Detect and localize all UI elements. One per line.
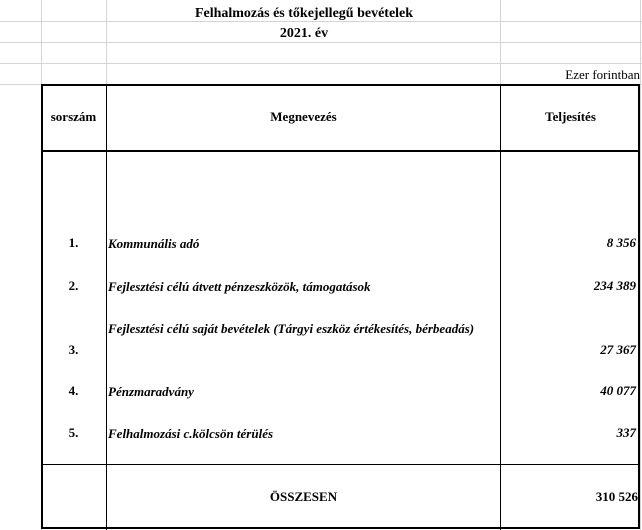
row-number: 5. (68, 425, 79, 440)
row-name: Pénzmaradvány (108, 384, 194, 399)
row-value: 40 077 (600, 383, 636, 398)
row-value: 27 367 (600, 342, 636, 357)
page-title: Felhalmozás és tőkejellegű bevételek (194, 6, 414, 21)
row-value: 8 356 (606, 235, 636, 250)
header-teljesites: Teljesítés (545, 109, 596, 124)
row-number: 3. (68, 342, 79, 357)
row-number: 4. (68, 383, 79, 398)
page-subtitle-year: 2021. év (279, 26, 329, 41)
row-number: 2. (68, 278, 79, 293)
row-value: 234 389 (593, 278, 636, 293)
header-megnevezes: Megnevezés (270, 109, 337, 124)
header-sorszam: sorszám (50, 109, 97, 124)
row-name: Felhalmozási c.kölcsön térülés (108, 426, 274, 441)
row-name: Fejlesztési célú átvett pénzeszközök, támogatások (108, 279, 371, 294)
total-divider (41, 464, 640, 465)
row-value: 337 (616, 425, 636, 440)
header-divider (41, 150, 640, 152)
row-name: Fejlesztési célú saját bevételek (Tárgyi eszköz értékesítés, bérbeadás) (108, 321, 475, 336)
total-value: 310 526 (595, 489, 638, 504)
row-name: Kommunális adó (108, 236, 200, 251)
unit-note: Ezer forintban (565, 67, 640, 82)
row-number: 1. (68, 235, 79, 250)
total-label: ÖSSZESEN (269, 489, 338, 504)
